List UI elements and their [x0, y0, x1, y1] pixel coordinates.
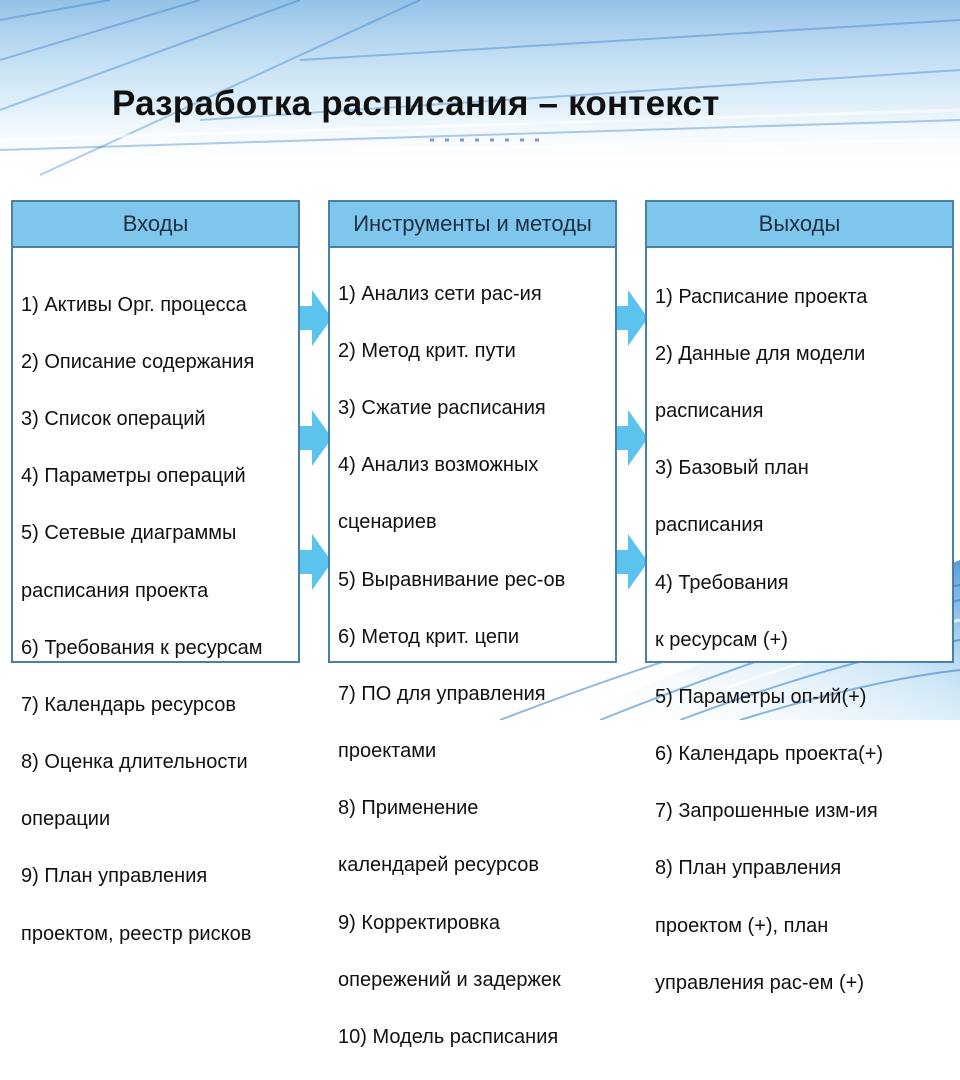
list-item: 1) Активы Орг. процесса [21, 293, 247, 316]
list-item: операции [21, 808, 111, 831]
tools-header: Инструменты и методы [330, 202, 615, 248]
list-item: 1) Расписание проекта [655, 285, 868, 308]
list-item: 6) Требования к ресурсам [21, 636, 263, 659]
list-item: 3) Список операций [21, 407, 206, 430]
list-item: проектом (+), план [655, 914, 829, 937]
tools-column [328, 200, 617, 1049]
list-item: 2) Данные для модели [655, 342, 866, 365]
list-item: 7) ПО для управления [338, 682, 546, 705]
outputs-header: Выходы [647, 202, 952, 248]
list-item: расписания [655, 514, 764, 537]
list-item: управления рас-ем (+) [655, 971, 864, 994]
list-item: 6) Календарь проекта(+) [655, 743, 884, 766]
list-item: 1) Анализ сети рас-ия [338, 282, 542, 305]
list-item: 2) Описание содержания [21, 350, 255, 373]
outputs-column [645, 200, 954, 994]
arrow-right-icon [298, 408, 332, 468]
list-item: 7) Запрошенные изм-ия [655, 800, 878, 823]
list-item: опережений и задержек [338, 968, 561, 991]
list-item: 4) Параметры операций [21, 465, 246, 488]
list-item: 5) Параметры оп-ий(+) [655, 685, 867, 708]
list-item: 8) Оценка длительности [21, 751, 248, 774]
list-item: расписания [655, 399, 764, 422]
page-title: Разработка расписания – контекст [112, 84, 720, 123]
list-item: проектом, реестр рисков [21, 922, 252, 945]
list-item: 4) Требования [655, 571, 789, 594]
inputs-list [13, 248, 298, 977]
inputs-column [11, 200, 300, 945]
list-item: сценариев [338, 511, 437, 534]
list-item: 9) Корректировка [338, 911, 500, 934]
list-item: 5) Выравнивание рес-ов [338, 568, 566, 591]
outputs-list [647, 248, 952, 1026]
list-item: к ресурсам (+) [655, 628, 788, 651]
list-item: 8) План управления [655, 857, 842, 880]
list-item: 5) Сетевые диаграммы [21, 522, 237, 545]
list-item: 9) План управления [21, 865, 208, 888]
list-item: 7) Календарь ресурсов [21, 693, 236, 716]
list-item: 6) Метод крит. цепи [338, 625, 519, 648]
list-item: 3) Сжатие расписания [338, 396, 546, 419]
arrow-right-icon [614, 532, 648, 592]
list-item: календарей ресурсов [338, 854, 540, 877]
arrow-right-icon [298, 532, 332, 592]
list-item: 8) Применение [338, 797, 479, 820]
list-item: 2) Метод крит. пути [338, 339, 516, 362]
arrow-right-icon [614, 408, 648, 468]
list-item: расписания проекта [21, 579, 209, 602]
list-item: 10) Модель расписания [338, 1026, 559, 1049]
tools-list [330, 248, 615, 1080]
list-item: 4) Анализ возможных [338, 454, 539, 477]
list-item: проектами [338, 740, 437, 763]
arrow-right-icon [614, 288, 648, 348]
arrow-right-icon [298, 288, 332, 348]
inputs-header: Входы [13, 202, 298, 248]
list-item: 3) Базовый план [655, 457, 809, 480]
